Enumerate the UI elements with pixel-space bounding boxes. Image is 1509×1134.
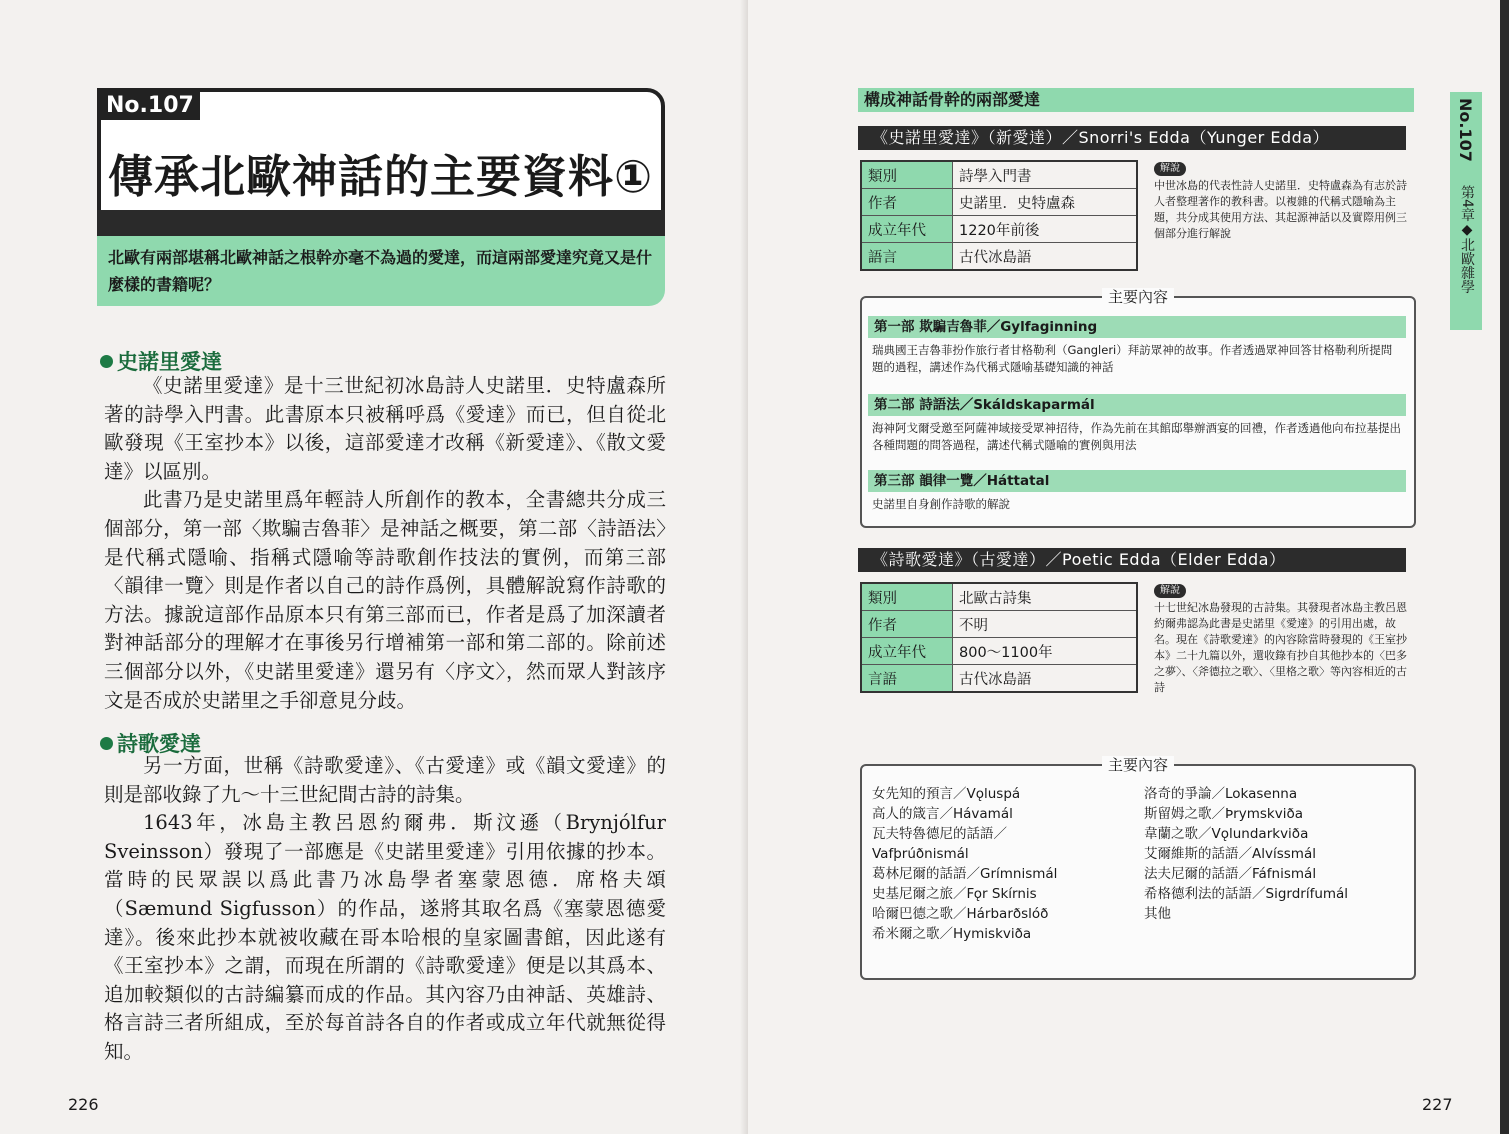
table-key: 語言 <box>861 243 953 271</box>
table-value: 1220年前後 <box>953 216 1138 243</box>
content-box-title <box>862 754 1414 775</box>
part-heading: 第三部 韻律一覽／Háttatal <box>868 470 1406 492</box>
snorri-info-table <box>860 160 1138 271</box>
section-body-poetic <box>104 752 666 1067</box>
list-item: 哈爾巴德之歌／Hárbarðslóð <box>872 906 1049 922</box>
table-value: 800～1100年 <box>953 638 1138 665</box>
lead-text: 北歐有兩部堪稱北歐神話之根幹亦毫不為過的愛達，而這兩部愛達究竟又是什麼樣的書籍呢？ <box>108 248 653 294</box>
table-value: 史諾里．史特盧森 <box>953 189 1138 216</box>
list-item: 葛林尼爾的話語／Grímnismál <box>872 866 1058 882</box>
list-item: 其他 <box>1144 906 1171 922</box>
content-box-title <box>862 286 1414 307</box>
right-page-header: 構成神話骨幹的兩部愛達 <box>858 88 1414 112</box>
list-item: 女先知的預言／Vǫluspá <box>872 786 1021 802</box>
table-row <box>861 638 1137 665</box>
content-box-title-text: 主要內容 <box>1102 756 1174 774</box>
paragraph: 1643年，冰島主教呂恩約爾弗．斯汶遜（Brynjólfur Sveinsson）發現了一部應是《史諾里愛達》引用依據的抄本。當時的民眾誤以爲此書乃冰島學者塞蒙恩德．席格夫頌（Sæmund Sigfusson）的作品，遂將其取名爲《塞蒙恩德愛達》。後來此抄本就被收藏在哥本哈根的皇家圖書館，因此遂有《王室抄本》之謂，而現在所謂的《詩歌愛達》便是以其爲本、追加較類似的古詩編纂而成的作品。其內容乃由神話、英雄詩、格言詩三者所組成，至於每首詩各自的作者或成立年代就無從得知。 <box>104 811 666 1063</box>
right-page <box>748 0 1509 1134</box>
page-number-right: 227 <box>1422 1095 1453 1114</box>
table-value: 古代冰島語 <box>953 665 1138 693</box>
part-text: 瑞典國王吉魯菲扮作旅行者甘格勒利（Gangleri）拜訪眾神的故事。作者透過眾神回答甘格勒利所提問題的過程，講述作為代稱式隱喻基礎知識的神話 <box>872 343 1393 374</box>
page-edge <box>1500 0 1509 1134</box>
poetic-explanation <box>1154 582 1412 696</box>
explanation-tag: 解說 <box>1154 584 1186 598</box>
snorri-content-box <box>860 288 1416 528</box>
table-row <box>861 611 1137 638</box>
list-item: 史基尼爾之旅／Fǫr Skírnis <box>872 886 1037 902</box>
table-row <box>861 189 1137 216</box>
paragraph: 另一方面，世稱《詩歌愛達》、《古愛達》或《韻文愛達》的則是部收錄了九～十三世紀間古詩的詩集。 <box>104 754 666 806</box>
list-item: 希米爾之歌／Hymiskviða <box>872 926 1032 942</box>
poetic-edda-bar: 《詩歌愛達》（古愛達）／Poetic Edda（Elder Edda） <box>858 548 1406 572</box>
article-number: No.107 <box>100 92 200 120</box>
list-item: 洛奇的爭論／Lokasenna <box>1144 786 1298 802</box>
section-body-snorri <box>104 372 666 715</box>
list-item: 斯留姆之歌／Þrymskviða <box>1144 806 1303 822</box>
poem-list-col2 <box>1144 784 1348 924</box>
list-item: Vafþrúðnismál <box>872 846 969 862</box>
section-heading-text: 史諾里愛達 <box>117 350 222 374</box>
snorri-explanation <box>1154 160 1412 242</box>
table-key: 作者 <box>861 189 953 216</box>
list-item: 高人的箴言／Hávamál <box>872 806 1013 822</box>
explanation-tag: 解說 <box>1154 162 1186 176</box>
side-tab-chapter: 第4章◆北歐雜學 <box>1459 185 1475 294</box>
paragraph: 《史諾里愛達》是十三世紀初冰島詩人史諾里．史特盧森所著的詩學入門書。此書原本只被稱呼爲《愛達》而已，但自從北歐發現《王室抄本》以後，這部愛達才改稱《新愛達》、《散文愛達》以區別。 <box>104 374 666 483</box>
part-text: 海神阿戈爾受邀至阿薩神域接受眾神招待，作為先前在其館邸舉辦酒宴的回禮，作者透過他向布拉基提出各種問題的問答過程，講述代稱式隱喻的實例與用法 <box>872 421 1401 452</box>
table-value: 詩學入門書 <box>953 161 1138 189</box>
snorri-edda-bar: 《史諾里愛達》（新愛達）／Snorri's Edda（Yunger Edda） <box>858 126 1406 150</box>
list-item: 瓦夫特魯德尼的話語／ <box>872 826 1007 842</box>
left-page <box>0 0 748 1134</box>
section-heading-text: 詩歌愛達 <box>117 732 201 756</box>
explanation-text: 中世冰島的代表性詩人史諾里．史特盧森為有志於詩人者整理著作的教科書。以複雜的代稱式隱喻為主題，共分成其使用方法、其起源神話以及實際用例三個部分進行解說 <box>1154 179 1407 240</box>
poetic-info-table <box>860 582 1138 693</box>
table-value: 不明 <box>953 611 1138 638</box>
table-row <box>861 216 1137 243</box>
page-title: 傳承北歐神話的主要資料① <box>108 150 654 203</box>
table-value: 北歐古詩集 <box>953 583 1138 611</box>
table-row <box>861 583 1137 611</box>
list-item: 艾爾維斯的話語／Alvíssmál <box>1144 846 1316 862</box>
table-value: 古代冰島語 <box>953 243 1138 271</box>
table-key: 類別 <box>861 583 953 611</box>
table-row <box>861 665 1137 693</box>
table-key: 成立年代 <box>861 216 953 243</box>
table-key: 成立年代 <box>861 638 953 665</box>
table-key: 言語 <box>861 665 953 693</box>
table-row <box>861 243 1137 271</box>
content-box-title-text: 主要內容 <box>1102 288 1174 306</box>
table-key: 作者 <box>861 611 953 638</box>
paragraph: 此書乃是史諾里爲年輕詩人所創作的教本，全書總共分成三個部分，第一部〈欺騙吉魯菲〉是神話之概要，第二部〈詩語法〉是代稱式隱喻、指稱式隱喻等詩歌創作技法的實例，而第三部〈韻律一覽〉則是作者以自己的詩作爲例，具體解說寫作詩歌的方法。據說這部作品原本只有第三部而已，作者是爲了加深讀者對神話部分的理解才在事後另行增補第一部和第二部的。除前述三個部分以外，《史諾里愛達》還另有〈序文〉，然而眾人對該序文是否成於史諾里之手卻意見分歧。 <box>104 488 666 712</box>
side-tab-number: No.107 <box>1456 98 1475 162</box>
table-row <box>861 161 1137 189</box>
part-heading: 第二部 詩語法／Skáldskaparmál <box>868 394 1406 416</box>
table-key: 類別 <box>861 161 953 189</box>
list-item: 法夫尼爾的話語／Fáfnismál <box>1144 866 1317 882</box>
explanation-text: 十七世紀冰島發現的古詩集。其發現者冰島主教呂恩約爾弗認為此書是史諾里《愛達》的引用出處，故名。現在《詩歌愛達》的內容除當時發現的《王室抄本》二十九篇以外，還收錄有抄自其他抄本的〈巴多之夢〉、〈斧德拉之歌〉、〈里格之歌〉等內容相近的古詩 <box>1154 601 1407 694</box>
page-number-left: 226 <box>68 1095 99 1114</box>
part-text: 史諾里自身創作詩歌的解說 <box>872 497 1010 511</box>
bullet-dot-icon <box>100 355 113 368</box>
list-item: 韋蘭之歌／Vǫlundarkviða <box>1144 826 1309 842</box>
poetic-content-box <box>860 756 1416 980</box>
part-heading: 第一部 欺騙吉魯菲／Gylfaginning <box>868 316 1406 338</box>
poem-list-col1 <box>872 784 1057 944</box>
bullet-dot-icon <box>100 737 113 750</box>
list-item: 希格德利法的話語／Sigrdrífumál <box>1144 886 1349 902</box>
title-divider <box>97 210 665 236</box>
